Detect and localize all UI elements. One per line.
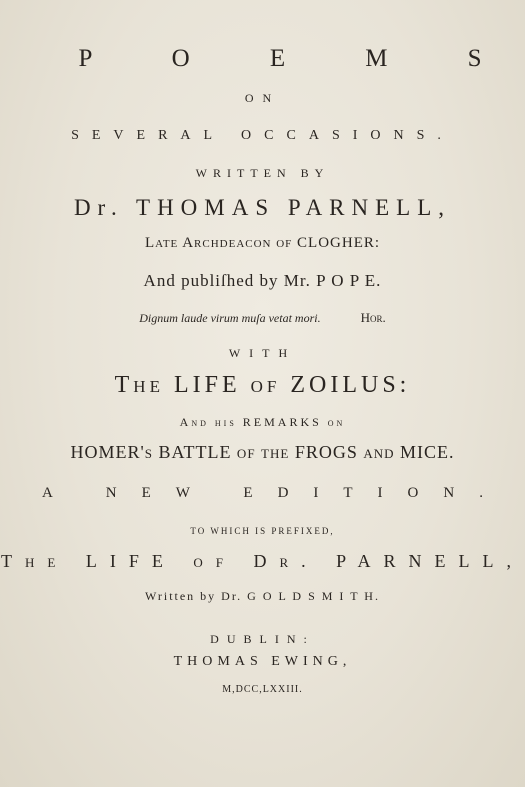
with-line: WITH — [228, 346, 297, 360]
motto-text: Dignum laude virum muſa vetat mori. — [139, 311, 321, 325]
goldsmith-line: Written by Dr. G O L D S M I T H. — [145, 589, 380, 603]
motto-source: Hor. — [360, 310, 386, 325]
printer-line: THOMAS EWING, — [173, 654, 352, 669]
motto-line — [0, 311, 525, 324]
title: P O E M S — [78, 45, 519, 72]
date-line: M,DCC,LXXIII. — [222, 684, 303, 695]
on-line: ON — [244, 91, 281, 105]
prefixed-line: TO WHICH IS PREFIXED, — [190, 526, 335, 536]
battle-line: HOMER's BATTLE of the FROGS and MICE. — [70, 442, 455, 462]
published-line: And publiſhed by Mr. P O P E. — [143, 271, 382, 290]
life-parnell-line: The LIFE of Dr. PARNELL, — [1, 551, 524, 571]
occasions-line: SEVERAL OCCASIONS. — [71, 128, 454, 143]
written-by-line: WRITTEN BY — [195, 166, 330, 180]
life-zoilus-line: The LIFE of ZOILUS: — [114, 372, 411, 398]
remarks-line: And his REMARKS on — [179, 415, 346, 429]
edition-line: A NEW EDITION. — [42, 485, 508, 501]
author-line: Dr. THOMAS PARNELL, — [73, 195, 452, 220]
place-line: DUBLIN: — [210, 632, 315, 646]
office-line: Late Archdeacon of CLOGHER: — [144, 235, 381, 251]
